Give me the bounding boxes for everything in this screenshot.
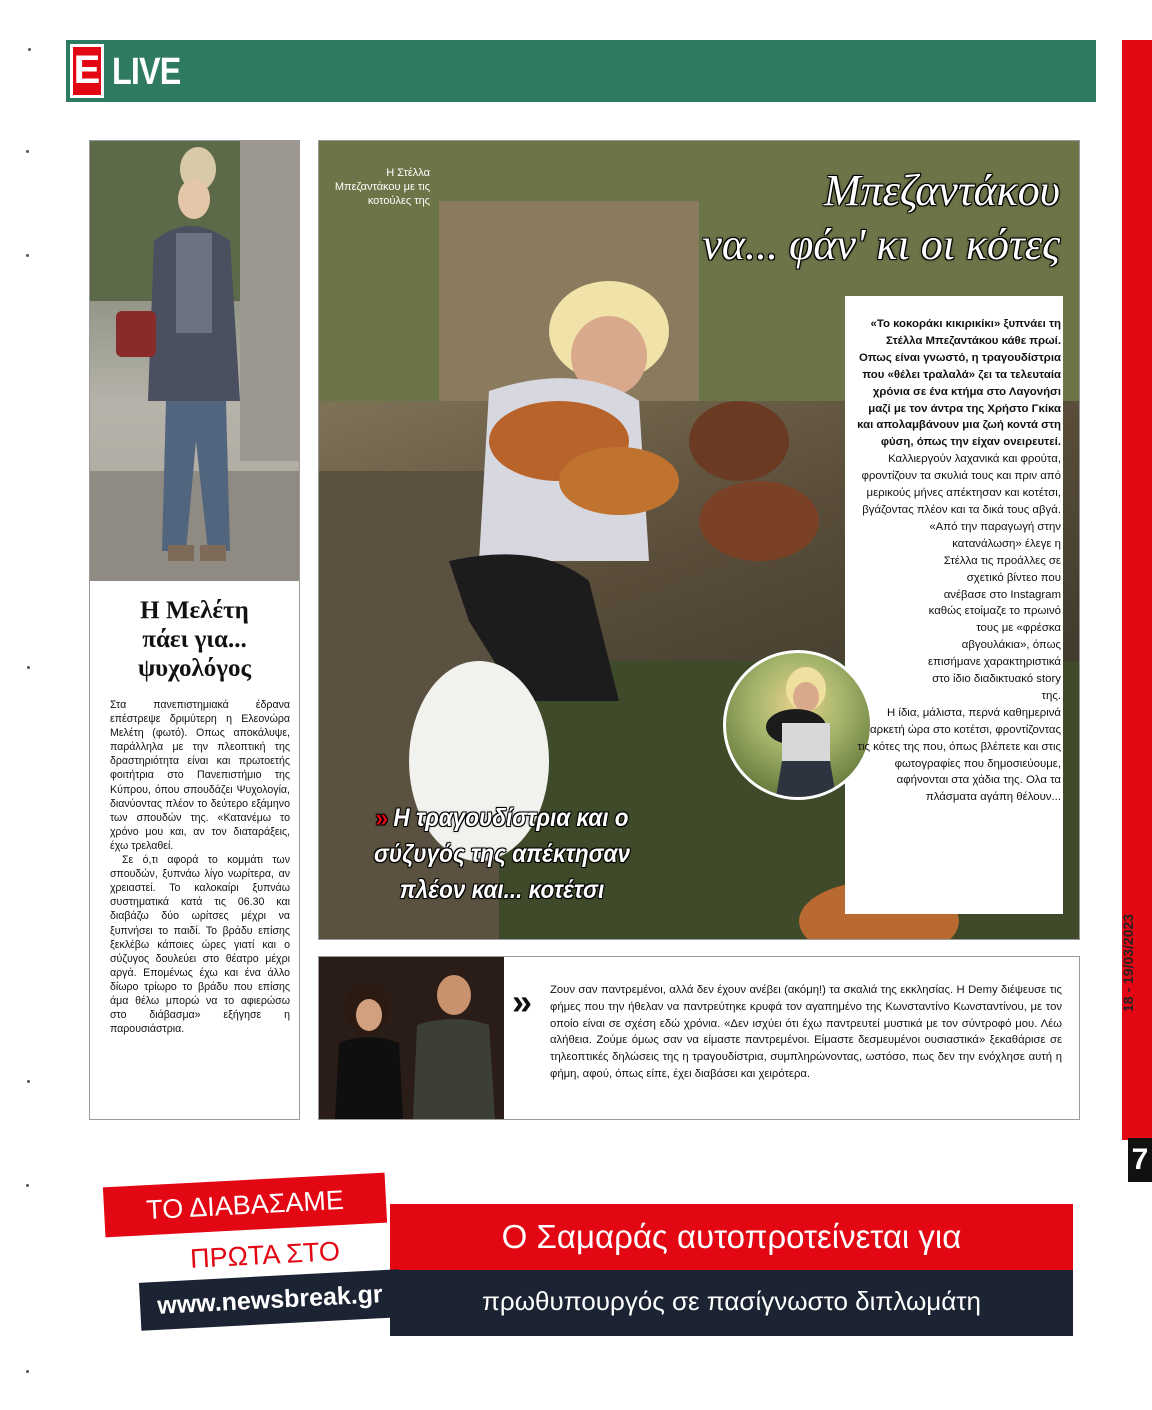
section-header-bar — [66, 40, 1096, 102]
left-title-line: ψυχολόγος — [137, 655, 252, 682]
newsbreak-badge-url: www.newsbreak.gr — [139, 1269, 401, 1331]
banner-headline: Ο Σαμαράς αυτοπροτείνεται για — [501, 1218, 962, 1255]
main-headline — [660, 164, 1060, 272]
magazine-logo: E — [70, 44, 104, 98]
left-story-title — [90, 596, 299, 683]
meleti-photo-illustration — [90, 141, 299, 581]
newsbreak-badge-line1: ΤΟ ΔΙΑΒΑΣΑΜΕ — [103, 1173, 387, 1238]
left-title-line: πάει για... — [142, 626, 247, 653]
main-story-body — [855, 316, 1061, 806]
pullquote-mark: » — [375, 804, 389, 832]
headline-line: να... φάν' κι οι κότες — [702, 220, 1060, 269]
bottom-quote-mark: » — [512, 981, 533, 1022]
margin-dot — [27, 1080, 30, 1083]
left-story-body — [110, 698, 290, 1036]
main-lead-text: «Το κοκοράκι κικιρικίκι» ξυπνάει τη Στέλλα Μπεζαντάκου κάθε πρωί. Οπως είναι γνωστό, η τραγουδίστρια που «θέλει τραλαλά» ζει τα τελευταία χρόνια σε ένα κτήμα στο Λαγονήσι μαζί με τον άντρα της Χρήστο Γκίκα και απολαμβάνουν μια ζωή κοντά στη φύση, όπως την είχαν ονειρευτεί. — [857, 318, 1061, 449]
newsbreak-badge-line2: ΠΡΩΤΑ ΣΤΟ — [189, 1236, 341, 1274]
margin-dot — [27, 666, 30, 669]
left-paragraph: Στα πανεπιστημιακά έδρανα επέστρεψε δριμύτερη η Ελεονώρα Μελέτη (φωτό). Οπως αποκάλυψε, παράλληλα με την πλεοπτική της δραστηριότητα είναι και πρωτοετής φοιτήτρια στο Πανεπιστήμιο της Κύπρου, όπου σπουδάζει Ψυχολογία, διανύοντας πλέον το δεύτερο εξάμηνο των σπουδών της. «Κατανέμω το χρόνο μου και, αν τον διαταράξεις, έχω τρελαθεί. — [110, 699, 290, 852]
banner-subheadline: πρωθυπουργός σε πασίγνωστο διπλωμάτη — [481, 1286, 981, 1316]
margin-dot — [26, 1370, 29, 1373]
main-paragraph: Η ίδια, μάλιστα, περνά καθημερινά αρκετή ώρα στο κοτέτσι, φροντίζοντας τις κότες της που, όπως βλέπετε και στις φωτογραφίες που δημοσιεύουμε, αφήνονται στα χάδια της. Ολα τα πλάσματα αγάπη θέλουν... — [857, 706, 1061, 804]
main-paragraph: Καλλιεργούν λαχανικά και φρούτα, φροντίζουν τα σκυλιά τους και πριν από μερικούς μήνες απέκτησαν και κοτέτσι, βγάζοντας πλέον και τα δικά τους αβγά. — [861, 453, 1061, 516]
main-lead — [855, 316, 1061, 451]
margin-dot — [26, 254, 29, 257]
margin-dot — [26, 1184, 29, 1187]
main-paragraph: «Από την παραγωγή στην κατανάλωση» έλεγε η Στέλλα τις προάλλες σε σχετικό βίντεο που ανέβασε στο Instagram καθώς ετοίμαζε το πρωινό τους με «φρέσκα αβγουλάκια», όπως επισήμανε χαρακτηριστικά στο ίδιο διαδικτυακό story της. — [928, 520, 1061, 702]
left-title-line: Η Μελέτη — [140, 597, 249, 624]
meleti-photo — [90, 141, 299, 581]
demy-photo-illustration — [319, 957, 504, 1119]
main-pullquote — [340, 800, 664, 908]
page-number: 7 — [1128, 1138, 1152, 1182]
headline-line: Μπεζαντάκου — [823, 166, 1060, 215]
section-label: LIVE — [112, 51, 181, 93]
inset-photo-illustration — [726, 653, 870, 797]
issue-date: 18 - 19/03/2023 — [1120, 913, 1136, 1012]
margin-dot — [28, 48, 31, 51]
demy-photo — [319, 957, 504, 1119]
bottom-story-body — [550, 982, 1062, 1083]
inset-circle-photo — [723, 650, 873, 800]
margin-dot — [26, 150, 29, 153]
pullquote-text: Η τραγουδίστρια και ο σύζυγός της απέκτησαν πλέον και... κοτέτσι — [373, 804, 631, 904]
bottom-paragraph: Ζουν σαν παντρεμένοι, αλλά δεν έχουν ανέβει (ακόμη!) τα σκαλιά της εκκλησίας. Η Demy διέψευσε τις φήμες που την ήθελαν να παντρεύτηκε κρυφά τον αγαπημένο της Κωνσταντίνο Κωνσταντίνου, με τον οποίο είναι σε σχέση εδώ χρόνια. «Δεν ισχύει ότι έχω παντρευτεί μυστικά με τον σύντροφό μου. Λέω αλήθεια. Ζούμε όμως σαν να είμαστε παντρεμένοι. Είμαστε δεσμευμένοι ουσιαστικά» ξεκαθάρισε σε τηλεοπτικές δηλώσεις της η τραγουδίστρια, συμπληρώνοντας, ωστόσο, πως δεν την ενόχλησε αυτή η φήμη, αφού, όπως είπε, έχει διαβάσει και χειρότερα. — [550, 984, 1062, 1080]
left-paragraph: Σε ό,τι αφορά το κομμάτι των σπουδών, ξυπνάω λίγο νωρίτερα, αν χρειαστεί. Το καλοκαίρι ξυπνάω συστηματικά κατά τις 06.30 και διαβάζω δύο ωρίτσες μέχρι να ξυπνήσει το παιδί. Το βράδυ επίσης ξεκλέβω κάποιες ώρες γιατί και ο σύζυγος δουλεύει στο θέατρο μέχρι αργά. Επομένως έχω και ένα άλλο δίωρο τρίωρο το βράδυ που επίσης άμα θέλω μπορώ να το αφιερώσω στο διάβασμα» εξήγησε η παρουσιάστρια. — [110, 854, 290, 1036]
main-photo-caption: Η Στέλλα Μπεζαντάκου με τις κοτούλες της — [334, 167, 430, 207]
